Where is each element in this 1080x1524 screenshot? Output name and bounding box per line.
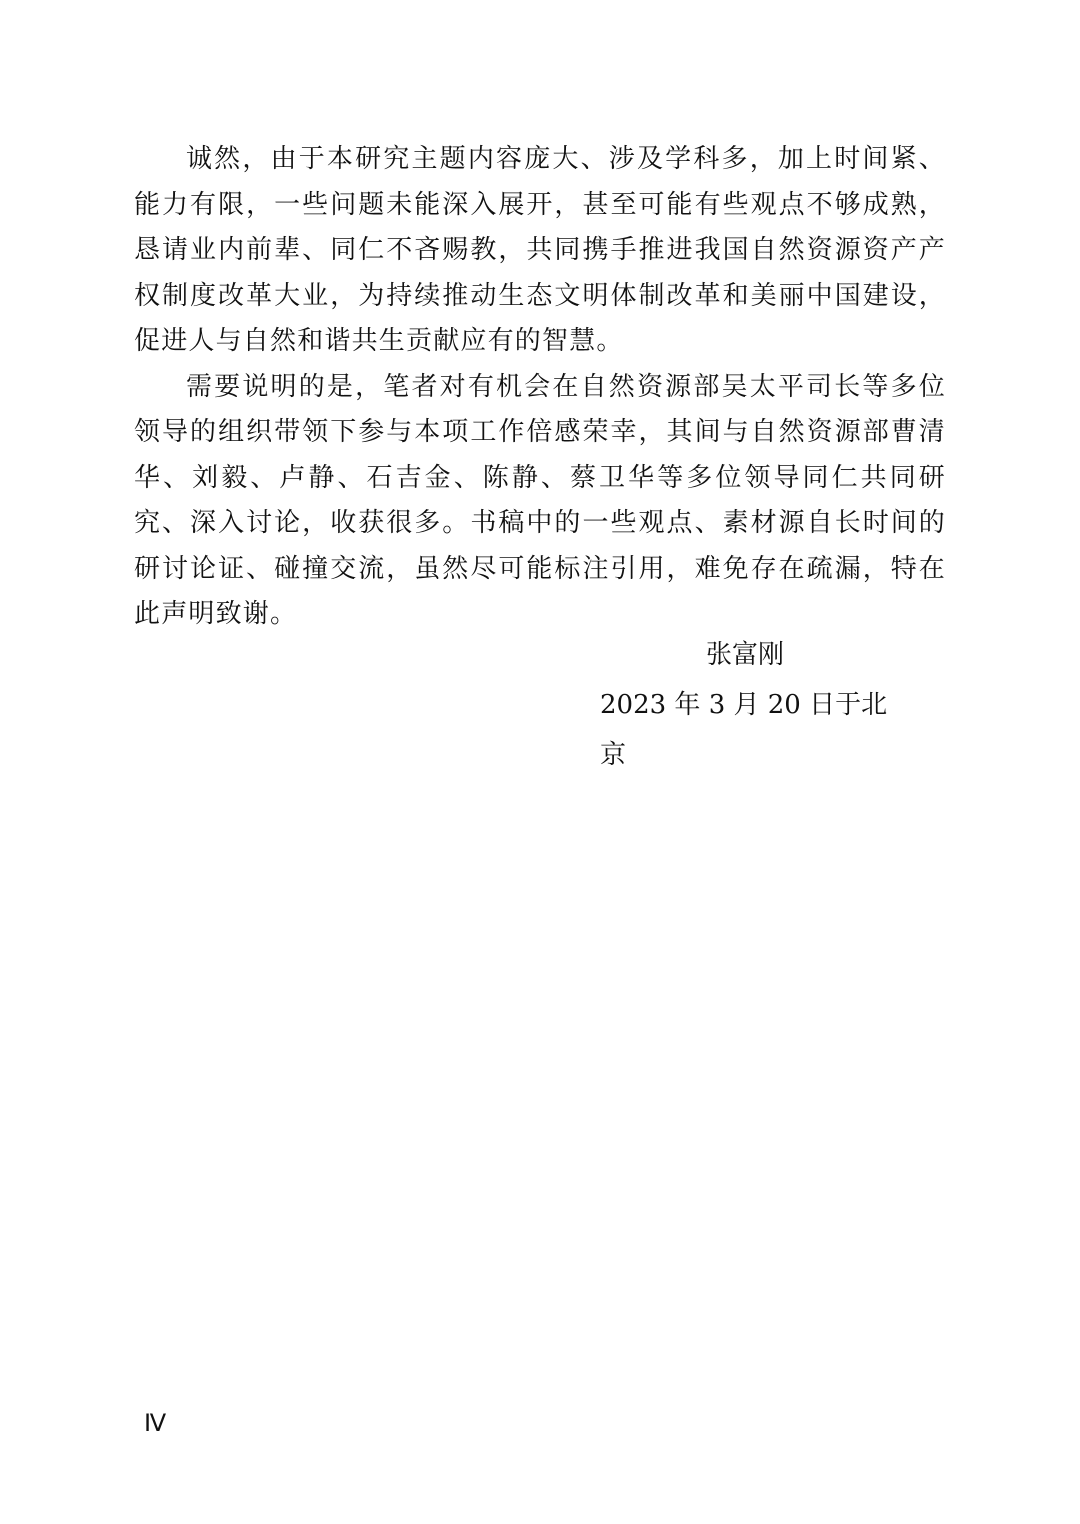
date-and-place: 2023 年 3 月 20 日于北京	[600, 690, 888, 770]
paragraph-acknowledgement: 需要说明的是，笔者对有机会在自然资源部吴太平司长等多位领导的组织带领下参与本项工作倍感荣幸，其间与自然资源部曹清华、刘毅、卢静、石吉金、陈静、蔡卫华等多位领导同仁共同研究、深入讨论，收获很多。书稿中的一些观点、素材源自长时间的研讨论证、碰撞交流，虽然尽可能标注引用，难免存在疏漏，特在此声明致谢。	[134, 371, 946, 629]
body-text	[134, 137, 946, 638]
author-name: 张富刚	[706, 640, 785, 670]
page-number: Ⅳ	[144, 1411, 167, 1437]
paragraph-closing-remarks: 诚然，由于本研究主题内容庞大、涉及学科多，加上时间紧、能力有限，一些问题未能深入展开，甚至可能有些观点不够成熟，恳请业内前辈、同仁不吝赐教，共同携手推进我国自然资源资产产权制度改革大业，为持续推动生态文明体制改革和美丽中国建设，促进人与自然和谐共生贡献应有的智慧。	[134, 144, 946, 356]
signature-block	[600, 630, 900, 780]
